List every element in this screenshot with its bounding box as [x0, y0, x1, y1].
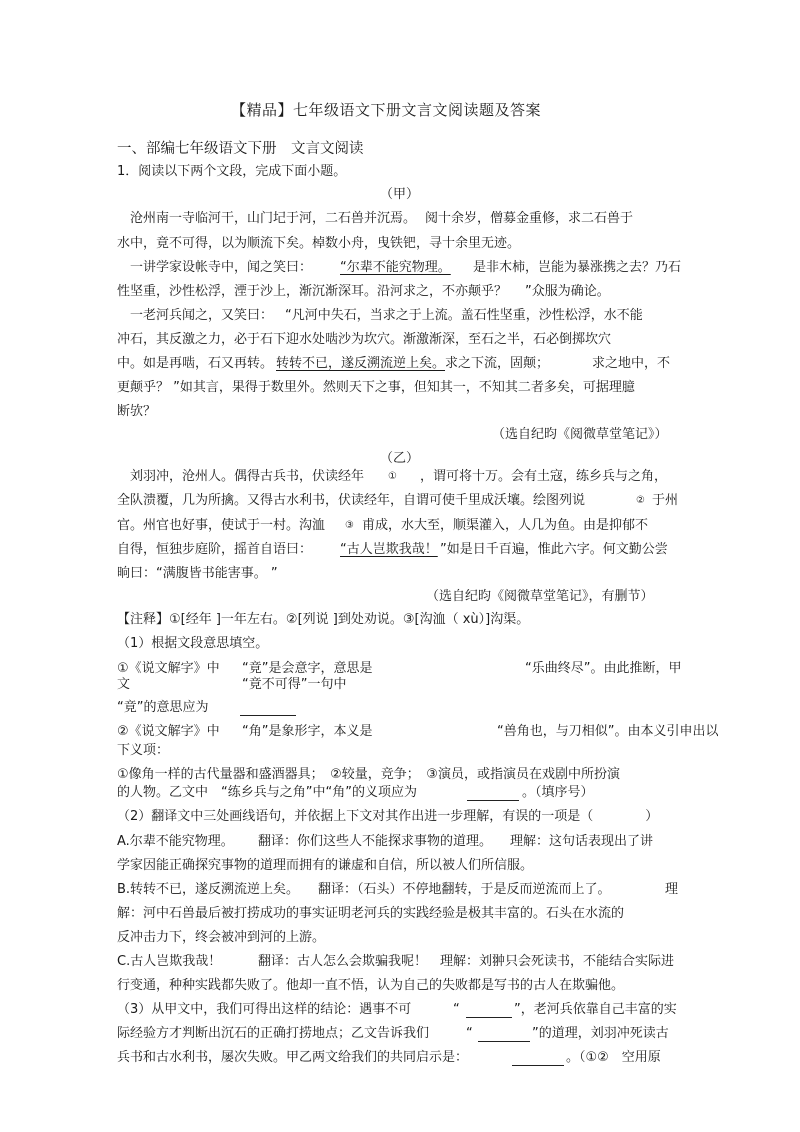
- question-intro: 1．阅读以下两个文段，完成下面小题。: [117, 164, 347, 179]
- question-text: ”的道理，刘羽冲死读古: [532, 1026, 669, 1041]
- yi-line: 自得，恒独步庭阶，摇首自语曰：: [117, 542, 313, 557]
- passage-yi-source: （选自纪昀《阅微草堂笔记》，有删节）: [426, 589, 654, 604]
- jia-line: 沧州南一寺临河干，山门圮于河，二石兽并沉焉。: [130, 211, 417, 226]
- section-heading: 一、部编七年级语文下册 文言文阅读: [117, 141, 364, 157]
- question-text: ①像角一样的古代量器和盛酒器具； ②较量，竞争； ③演员，或指演员在戏剧中所扮演: [117, 767, 620, 782]
- question-text: “竟”的意思应为: [117, 700, 209, 715]
- option-c-understanding: 行变通，种种实践都失败了。他却一直不悟，认为自己的失败都是写书的古人在欺骗他。: [117, 978, 625, 993]
- jia-line: 石又再转。: [208, 356, 274, 371]
- question-text: “竟”是会意字，意思是: [242, 661, 373, 676]
- option-a-understanding: 学家因能正确探究事物的道理而拥有的谦虚和自信，所以被人们所信服。: [117, 858, 534, 873]
- question-1-3: （3）从甲文中，我们可得出这样的结论：遇事不可: [117, 1002, 412, 1017]
- jia-line: 阅十余岁，僧募金重修，求二石兽于: [425, 211, 634, 226]
- option-c[interactable]: C.古人岂欺我哉！: [117, 954, 222, 969]
- annotation-note: 【注释】①[经年 ]一年左右。②[列说 ]到处劝说。③[沟洫（ xù）]沟渠。: [117, 612, 530, 627]
- jia-line: 水中，竟不可得，以为顺流下矣。棹数小舟，曳铁钯，寻十余里无迹。: [117, 236, 521, 251]
- footnote-marker: ②: [636, 495, 645, 506]
- option-b-understanding: 解：河中石兽最后被打捞成功的事实证明老河兵的实践经验是极其丰富的。石头在水流的: [117, 906, 625, 921]
- answer-blank[interactable]: [478, 1028, 530, 1042]
- yi-line: 刘羽冲，沧州人。偶得古兵书，伏读经年: [130, 469, 365, 484]
- footnote-marker: ①: [388, 471, 397, 482]
- question-text: ①《说文解字》中: [117, 661, 220, 676]
- option-c-translation: 翻译：古人怎么会欺骗我呢！: [258, 954, 428, 969]
- jia-line: 性坚重，沙性松浮，湮于沙上，渐沉渐深耳。沿河求之，不亦颠乎？: [117, 284, 508, 299]
- question-text: “: [466, 1026, 473, 1041]
- yi-line: 甫成，水大至，顺渠灌入，人几为鱼。由是抑郁不: [362, 518, 649, 533]
- question-text: ”，老河兵依靠自己丰富的实: [514, 1002, 677, 1017]
- option-b-understanding: 反冲击力下，终会被冲到河的上游。: [117, 930, 326, 945]
- option-c-understanding: 理解：刘翀只会死读书，不能结合实际进: [440, 954, 675, 969]
- question-text: “角”是象形字，本义是: [242, 724, 373, 739]
- passage-jia-source: （选自纪昀《阅微草堂笔记》）: [492, 427, 668, 442]
- yi-line: 全队溃覆，几为所擒。又得古水利书，伏读经年，自谓可使千里成沃壤。绘图列说: [117, 493, 586, 508]
- option-b-understanding: 理: [665, 882, 679, 897]
- yi-line: ，谓可将十万。会有土寇，练乡兵与之角，: [420, 469, 668, 484]
- jia-line: 断欤？: [117, 404, 157, 419]
- question-text: “兽角也，与刀相似”。由本义引申出以: [497, 724, 719, 739]
- underlined-sentence-a: “尔辈不能究物理。: [340, 260, 451, 275]
- jia-line: 中。如是再啮，: [117, 356, 209, 371]
- underlined-sentence-c: “古人岂欺我哉！: [340, 542, 438, 557]
- question-text: 的人物。乙文中 “练乡兵与之角”中“角”的义项应为: [117, 785, 417, 800]
- jia-line: 是非木柿，岂能为暴涨携之去？乃石: [473, 260, 682, 275]
- question-1-2: （2）翻译文中三处画线语句，并依据上下文对其作出进一步理解，有误的一项是（ ）: [117, 809, 659, 824]
- option-a[interactable]: A.尔辈不能究物理。: [117, 834, 234, 849]
- jia-line: “凡河中失石，当求之于上流。盖石性坚重，沙性松浮，水不能: [285, 308, 643, 323]
- answer-blank[interactable]: [467, 787, 519, 801]
- jia-line: 求之下流，固颠；: [445, 356, 550, 371]
- question-text: 。（①② 空用原: [566, 1050, 661, 1065]
- yi-line: 于州: [652, 493, 679, 508]
- jia-line: 一老河兵闻之，又笑曰：: [130, 308, 274, 323]
- question-text: “: [453, 1002, 460, 1017]
- question-text: “竟不可得”一句中: [242, 677, 347, 692]
- footnote-marker: ③: [345, 520, 354, 531]
- jia-line: 冲石，其反激之力，必于石下迎水处啮沙为坎穴。渐激渐深，至石之半，石必倒掷坎穴: [117, 332, 612, 347]
- page-title: 【精品】七年级语文下册文言文阅读题及答案: [231, 101, 542, 119]
- option-a-translation: 翻译：你们这些人不能探求事物的道理。: [258, 834, 493, 849]
- question-text: 兵书和古水利书，屡次失败。甲乙两文给我们的共同启示是：: [117, 1050, 469, 1065]
- jia-line: ”众服为确论。: [525, 284, 610, 299]
- question-text: ②《说文解字》中: [117, 724, 220, 739]
- question-text: 际经验方才判断出沉石的正确打捞地点；乙文告诉我们: [117, 1026, 430, 1041]
- answer-blank[interactable]: [512, 1052, 564, 1066]
- jia-line: 求之地中，不: [592, 356, 671, 371]
- question-1-1: （1）根据文段意思填空。: [117, 636, 269, 651]
- jia-line: 一讲学家设帐寺中，闻之笑曰：: [130, 260, 313, 275]
- answer-blank[interactable]: [240, 702, 296, 716]
- yi-line: 官。州官也好事，使试于一村。沟洫: [117, 518, 326, 533]
- yi-line: ”如是日千百遍，惟此六字。何文勤公尝: [440, 542, 668, 557]
- question-text: 。（填序号）: [522, 785, 594, 800]
- passage-yi-label: （乙）: [380, 451, 420, 466]
- jia-line: 更颠乎？ ”如其言，果得于数里外。然则天下之事，但知其一，不知其二者多矣，可据理臆: [117, 380, 635, 395]
- option-b[interactable]: B.转转不已，遂反溯流逆上矣。: [117, 882, 300, 897]
- passage-jia-label: （甲）: [380, 187, 420, 202]
- option-a-understanding: 理解：这句话表现出了讲: [510, 834, 654, 849]
- question-text: 下义项：: [117, 743, 170, 758]
- question-text: “乐曲终尽”。由此推断，甲: [525, 661, 682, 676]
- question-text: 文: [117, 677, 131, 692]
- underlined-sentence-b: 转转不已，遂反溯流逆上矣。: [276, 356, 446, 371]
- answer-blank[interactable]: [466, 1004, 512, 1018]
- option-b-translation: 翻译：（石头）不停地翻转，于是反而逆流而上了。: [318, 882, 611, 897]
- yi-line: 晌曰：“满腹皆书能害事。 ”: [117, 566, 278, 581]
